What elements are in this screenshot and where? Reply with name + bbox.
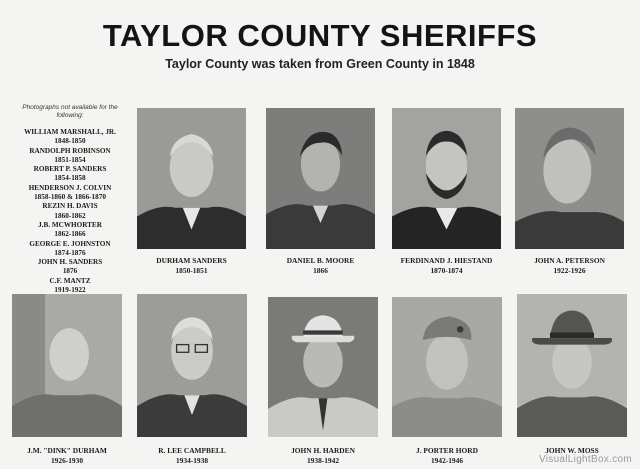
list-line: 1848-1850: [54, 137, 86, 146]
list-line: REZIN H. DAVIS: [42, 202, 98, 211]
portrait-photo: [12, 294, 122, 437]
portrait-caption: [505, 256, 634, 276]
list-line: 1876: [62, 267, 78, 276]
sheriff-years: 1934-1938: [175, 456, 209, 465]
list-line: 1862-1866: [54, 230, 86, 239]
sheriff-name: JOHN W. MOSS: [545, 446, 599, 455]
list-line: GEORGE E. JOHNSTON: [29, 239, 111, 248]
portrait-photo: [266, 108, 375, 249]
watermark: VisualLightBox.com: [538, 454, 632, 465]
portrait-caption: [127, 256, 256, 276]
list-line: C.F. MANTZ: [49, 276, 91, 285]
unavailable-sheriffs-list: [18, 128, 122, 314]
page-title: TAYLOR COUNTY SHERIFFS: [102, 18, 538, 53]
portrait-photo: [137, 294, 247, 437]
portrait-caption: [2, 446, 132, 466]
list-line: HENDERSON J. COLVIN: [28, 183, 112, 192]
list-line: ROBERT P. SANDERS: [33, 165, 107, 174]
sheriff-years: 1850-1851: [175, 266, 208, 275]
portrait-caption: [258, 446, 388, 466]
list-line: 1851-1854: [54, 155, 86, 164]
sheriff-name: JOHN A. PETERSON: [534, 256, 605, 265]
list-line: J.B. MCWHORTER: [38, 220, 102, 229]
list-line: 1860-1862: [54, 211, 86, 220]
sheriff-years: 1870-1874: [430, 266, 463, 275]
portrait-photo: [137, 108, 246, 249]
sheriff-years: 1866: [313, 266, 328, 275]
portrait-photo: [392, 297, 502, 437]
sheriff-name: FERDINAND J. HIESTAND: [400, 256, 493, 265]
portrait-photo: [268, 297, 378, 437]
sheriff-name: R. LEE CAMPBELL: [158, 446, 226, 455]
list-line: RANDOLPH ROBINSON: [29, 146, 111, 155]
sheriff-years: 1922-1926: [553, 266, 586, 275]
portrait-caption: [382, 446, 512, 466]
sheriff-years: 1926-1930: [50, 456, 84, 465]
sheriff-years: 1938-1942: [306, 456, 340, 465]
list-line: JOHN H. SANDERS: [37, 258, 103, 267]
sheriff-name: J. PORTER HORD: [416, 446, 478, 455]
sheriff-name: J.M. "DINK" DURHAM: [27, 446, 107, 455]
unavailable-photos-note: Photographs not available for the following:: [22, 104, 118, 119]
list-line: WILLIAM MARSHALL, JR.: [24, 128, 116, 136]
portrait-caption: [380, 256, 513, 276]
sheriff-years: 1942-1946: [430, 456, 464, 465]
sheriff-name: DANIEL B. MOORE: [286, 256, 355, 265]
portrait-photo: [515, 108, 624, 249]
portrait-photo: [517, 294, 627, 437]
portrait-caption: [127, 446, 257, 466]
portrait-photo: [392, 108, 501, 249]
page-subtitle: Taylor County was taken from Green County in 1848: [165, 57, 475, 71]
list-line: 1874-1876: [54, 248, 86, 257]
sheriff-name: JOHN H. HARDEN: [291, 446, 355, 455]
list-line: 1919-1922: [54, 286, 86, 295]
list-line: 1854-1858: [54, 174, 86, 183]
sheriff-name: DURHAM SANDERS: [156, 256, 227, 265]
list-line: 1858-1860 & 1866-1870: [34, 193, 106, 202]
portrait-caption: [256, 256, 385, 276]
